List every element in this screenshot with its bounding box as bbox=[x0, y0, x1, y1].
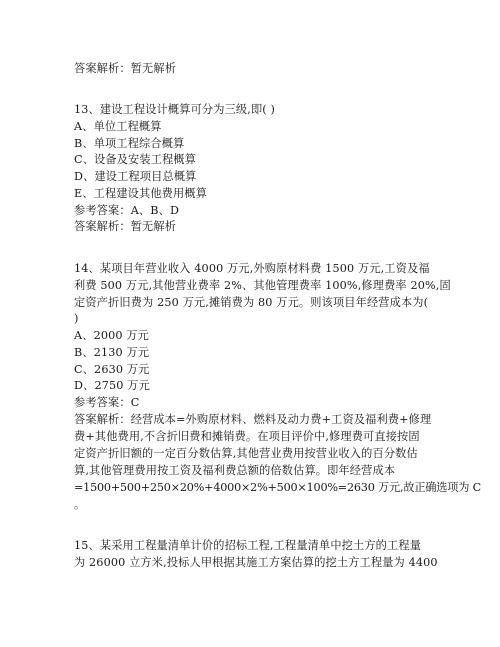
question-13-stem: 13、建设工程设计概算可分为三级,即( ) bbox=[74, 103, 276, 116]
question-14-answer: 参考答案：C bbox=[74, 396, 140, 409]
question-13-option-e: E、工程建设其他费用概算 bbox=[74, 187, 208, 200]
prev-answer-analysis: 答案解析：暂无解析 bbox=[74, 62, 177, 75]
question-14-stem-line: 利费 500 万元,其他营业费率 2%、其他管理费率 100%,修理费率 20%,固 bbox=[74, 279, 451, 292]
question-13-option-c: C、设备及安装工程概算 bbox=[74, 153, 197, 166]
question-14-option-c: C、2630 万元 bbox=[74, 363, 150, 376]
question-15-stem-line: 为 26000 立方米,投标人甲根据其施工方案估算的挖土方工程量为 4400 bbox=[74, 556, 438, 569]
question-14-option-a: A、2000 万元 bbox=[74, 329, 150, 342]
question-13-answer: 参考答案：A、B、D bbox=[74, 204, 180, 217]
question-14-analysis-line: =1500+500+250×20%+4000×2%+500×100%=2630 万元,故正确选项为 C bbox=[74, 481, 481, 494]
question-14-analysis-line: 费+其他费用,不含折旧费和摊销费。在项目评价中,修理费可直接按固 bbox=[74, 430, 420, 443]
question-13-option-a: A、单位工程概算 bbox=[74, 120, 162, 133]
question-14-option-d: D、2750 万元 bbox=[74, 379, 150, 392]
question-13-analysis: 答案解析：暂无解析 bbox=[74, 220, 177, 233]
question-14-analysis-line: 。 bbox=[74, 498, 86, 511]
question-14-stem-line: 定资产折旧费为 250 万元,摊销费为 80 万元。则该项目年经营成本为( bbox=[74, 296, 429, 309]
question-14-stem-line: ) bbox=[74, 312, 79, 325]
question-13-option-b: B、单项工程综合概算 bbox=[74, 137, 185, 150]
question-14-analysis-line: 算,其他管理费用按工资及福利费总额的倍数估算。即年经营成本 bbox=[74, 464, 396, 477]
question-14-stem-line: 14、某项目年营业收入 4000 万元,外购原材料费 1500 万元,工资及福 bbox=[74, 262, 430, 275]
question-14-option-b: B、2130 万元 bbox=[74, 346, 150, 359]
question-14-analysis-line: 答案解析：经营成本=外购原材料、燃料及动力费+工资及福利费+修理 bbox=[74, 413, 432, 426]
question-14-analysis-line: 定资产折旧额的一定百分数估算,其他营业费用按营业收入的百分数估 bbox=[74, 447, 418, 460]
question-15-stem-line: 15、某采用工程量清单计价的招标工程,工程量清单中挖土方的工程量 bbox=[74, 539, 422, 552]
question-13-option-d: D、建设工程项目总概算 bbox=[74, 170, 197, 183]
